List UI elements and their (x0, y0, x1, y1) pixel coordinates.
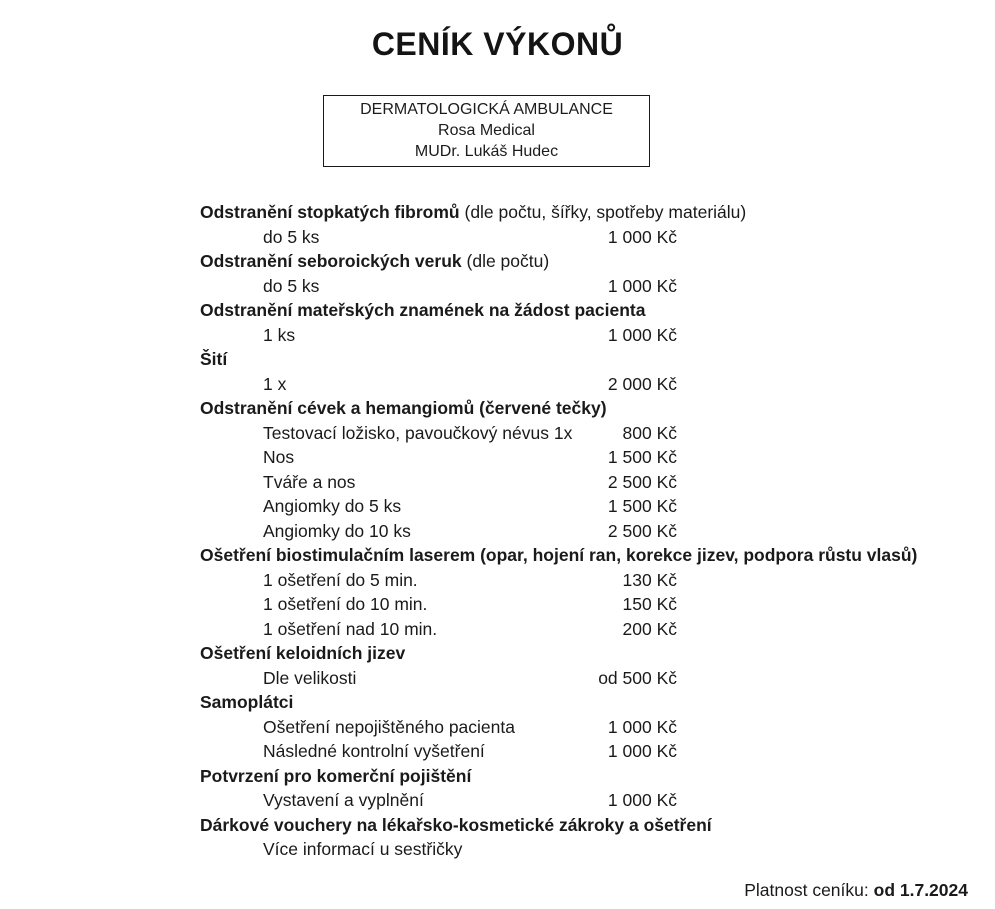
price-row-label: Angiomky do 5 ks (263, 496, 402, 516)
section-heading-title: Ošetření keloidních jizev (200, 643, 406, 663)
price-row-price: 150 Kč (622, 594, 677, 614)
price-row (200, 568, 677, 593)
section-heading (200, 200, 747, 225)
clinic-doctor: MUDr. Lukáš Hudec (414, 143, 559, 160)
section-heading (200, 641, 677, 666)
price-row-label: 1 ošetření nad 10 min. (263, 618, 438, 639)
price-row (200, 421, 677, 446)
section-heading (200, 690, 677, 715)
price-row-label: Následné kontrolní vyšetření (263, 741, 485, 761)
price-section (200, 347, 677, 396)
section-heading-title: Šití (200, 349, 228, 369)
price-section (200, 200, 747, 249)
price-section (200, 543, 918, 641)
page-title: CENÍK VÝKONŮ (371, 26, 624, 62)
price-row (200, 225, 677, 250)
price-row (200, 617, 677, 642)
price-row-price: od 500 Kč (598, 667, 677, 688)
price-row-label: 1 x (263, 373, 287, 394)
price-row (200, 739, 677, 764)
price-section (200, 690, 677, 764)
price-row-label: Vystavení a vyplnění (263, 790, 424, 810)
price-row-price: 1 000 Kč (607, 790, 677, 810)
price-row (200, 445, 677, 470)
price-row-price: 1 000 Kč (607, 275, 677, 296)
section-heading (200, 543, 918, 568)
price-row-price: 1 500 Kč (607, 496, 677, 516)
section-heading (200, 396, 677, 421)
section-heading-title: Odstranění seboroických veruk (200, 251, 462, 271)
price-row (200, 788, 677, 813)
price-row (200, 715, 677, 740)
price-row-price: 130 Kč (622, 569, 677, 590)
section-heading-title: Odstranění cévek a hemangiomů (červené tečky) (200, 398, 607, 418)
price-row-price: 1 000 Kč (607, 226, 677, 247)
price-row (200, 470, 677, 495)
clinic-department: DERMATOLOGICKÁ AMBULANCE (360, 101, 613, 118)
price-row-price: 2 000 Kč (607, 373, 677, 394)
price-row (200, 837, 677, 862)
price-row-label: Nos (263, 447, 295, 467)
section-heading-note: (dle počtu, šířky, spotřeby materiálu) (459, 202, 747, 222)
price-row (200, 323, 677, 348)
price-section (200, 249, 677, 298)
price-row (200, 519, 677, 544)
price-section (200, 764, 677, 813)
price-row-label: 1 ošetření do 10 min. (263, 594, 428, 614)
price-row-price: 1 000 Kč (607, 324, 677, 345)
section-heading-title: Ošetření biostimulačním laserem (opar, hojení ran, korekce jizev, podpora růstu vlasů) (200, 545, 918, 565)
section-heading (200, 764, 677, 789)
price-row-price: 1 000 Kč (607, 741, 677, 761)
price-row-price: 1 000 Kč (607, 716, 677, 737)
price-row-label: Dle velikosti (263, 667, 357, 688)
price-row-label: Tváře a nos (263, 471, 356, 492)
section-heading-title: Potvrzení pro komerční pojištění (200, 765, 472, 786)
section-heading-title: Samoplátci (200, 692, 294, 712)
price-row-price: 200 Kč (622, 618, 677, 639)
validity-date: od 1.7.2024 (873, 880, 968, 900)
price-row-price: 800 Kč (622, 422, 677, 443)
clinic-info-box (323, 95, 650, 167)
section-heading (200, 347, 677, 372)
price-section (200, 641, 677, 690)
price-row (200, 666, 677, 691)
price-row (200, 592, 677, 617)
price-section (200, 813, 712, 862)
price-row-label: Více informací u sestřičky (263, 839, 463, 859)
section-heading (200, 813, 712, 838)
price-row-label: Ošetření nepojištěného pacienta (263, 716, 515, 737)
price-row-label: Angiomky do 10 ks (263, 520, 411, 541)
section-heading (200, 298, 677, 323)
price-row (200, 494, 677, 519)
validity-note (744, 878, 968, 902)
section-heading (200, 249, 677, 274)
section-heading-title: Odstranění mateřských znamének na žádost pacienta (200, 300, 646, 320)
price-row-label: 1 ks (263, 324, 296, 345)
section-heading-title: Odstranění stopkatých fibromů (200, 202, 460, 222)
price-row-label: do 5 ks (263, 226, 320, 247)
price-row-price: 1 500 Kč (607, 447, 677, 467)
price-row-label: 1 ošetření do 5 min. (263, 569, 418, 590)
price-row-price: 2 500 Kč (607, 520, 677, 541)
price-row-price: 2 500 Kč (607, 471, 677, 492)
validity-label: Platnost ceníku: (744, 880, 874, 900)
section-heading-title: Dárkové vouchery na lékařsko-kosmetické zákroky a ošetření (200, 814, 712, 835)
price-row-label: Testovací ložisko, pavoučkový névus 1x (263, 422, 573, 443)
section-heading-note: (dle počtu) (461, 251, 550, 271)
price-section (200, 298, 677, 347)
price-row (200, 372, 677, 397)
clinic-name: Rosa Medical (438, 122, 535, 139)
price-row-label: do 5 ks (263, 275, 320, 296)
price-list (200, 200, 918, 862)
price-row (200, 274, 677, 299)
price-section (200, 396, 677, 543)
